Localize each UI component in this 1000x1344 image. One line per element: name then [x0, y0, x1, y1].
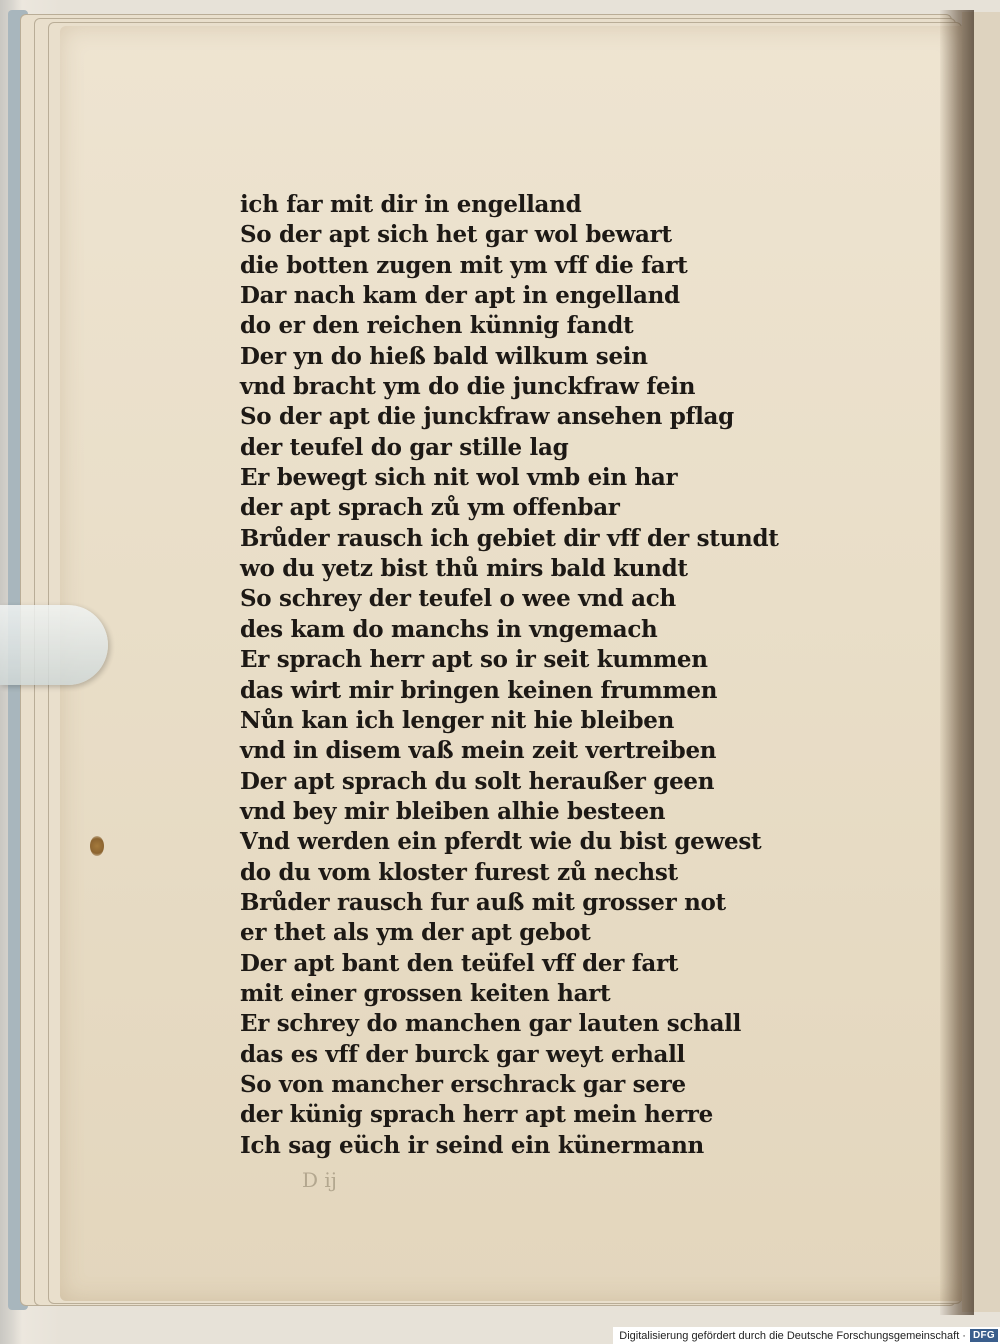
verse-line: Ich sag eüch ir seind ein künermann: [240, 1131, 704, 1159]
verse-line: er thet als ym der apt gebot: [240, 919, 591, 947]
verse-line: Brůder rausch ich gebiet dir vff der stundt: [240, 524, 779, 552]
signature-mark: D ij: [302, 1168, 337, 1192]
verse-line: Der yn do hieß bald wilkum sein: [240, 342, 648, 370]
dfg-logo-icon: DFG: [970, 1329, 998, 1342]
verse-line: Er bewegt sich nit wol vmb ein har: [240, 464, 678, 492]
verse-line: des kam do manchs in vngemach: [240, 615, 658, 643]
verse-line: So schrey der teufel o wee vnd ach: [240, 585, 676, 613]
verse-line: vnd bey mir bleiben alhie besteen: [240, 797, 666, 825]
verse-line: wo du yetz bist thů mirs bald kundt: [240, 555, 688, 583]
verse-line: der künig sprach herr apt mein herre: [240, 1101, 713, 1129]
verse-line: der apt sprach zů ym offenbar: [240, 494, 620, 522]
verse-line: Dar nach kam der apt in engelland: [240, 282, 680, 310]
verse-line: Vnd werden ein pferdt wie du bist gewest: [240, 828, 762, 856]
verse-line: So der apt sich het gar wol bewart: [240, 221, 672, 249]
verse-line: die botten zugen mit ym vff die fart: [240, 251, 688, 279]
page-holder-clip: [0, 605, 108, 685]
verse-line: das es vff der burck gar weyt erhall: [240, 1040, 685, 1068]
verse-line: Der apt bant den teüfel vff der fart: [240, 949, 679, 977]
verse-line: So von mancher erschrack gar sere: [240, 1070, 686, 1098]
digitization-footer: [613, 1327, 1000, 1344]
verse-line: Er schrey do manchen gar lauten schall: [240, 1010, 742, 1038]
verse-line: Nůn kan ich lenger nit hie bleiben: [240, 706, 675, 734]
verse-line: Er sprach herr apt so ir seit kummen: [240, 646, 708, 674]
footer-credit: Digitalisierung gefördert durch die Deutsche Forschungsgemeinschaft ·: [619, 1329, 966, 1342]
verse-text-block: [240, 190, 779, 1161]
verse-line: mit einer grossen keiten hart: [240, 979, 611, 1007]
verse-line: do er den reichen künnig fandt: [240, 312, 634, 340]
verse-line: So der apt die junckfraw ansehen pflag: [240, 403, 734, 431]
verse-line: vnd in disem vaß mein zeit vertreiben: [240, 737, 717, 765]
book-gutter: [940, 10, 974, 1315]
verse-line: das wirt mir bringen keinen frummen: [240, 676, 718, 704]
verse-line: vnd bracht ym do die junckfraw fein: [240, 373, 696, 401]
verse-line: Der apt sprach du solt heraußer geen: [240, 767, 715, 795]
verse-line: der teufel do gar stille lag: [240, 433, 569, 461]
verse-line: ich far mit dir in engelland: [240, 191, 582, 218]
paper-stain: [90, 836, 104, 856]
verse-line: Brůder rausch fur auß mit grosser not: [240, 888, 726, 916]
verse-line: do du vom kloster furest zů nechst: [240, 858, 678, 886]
